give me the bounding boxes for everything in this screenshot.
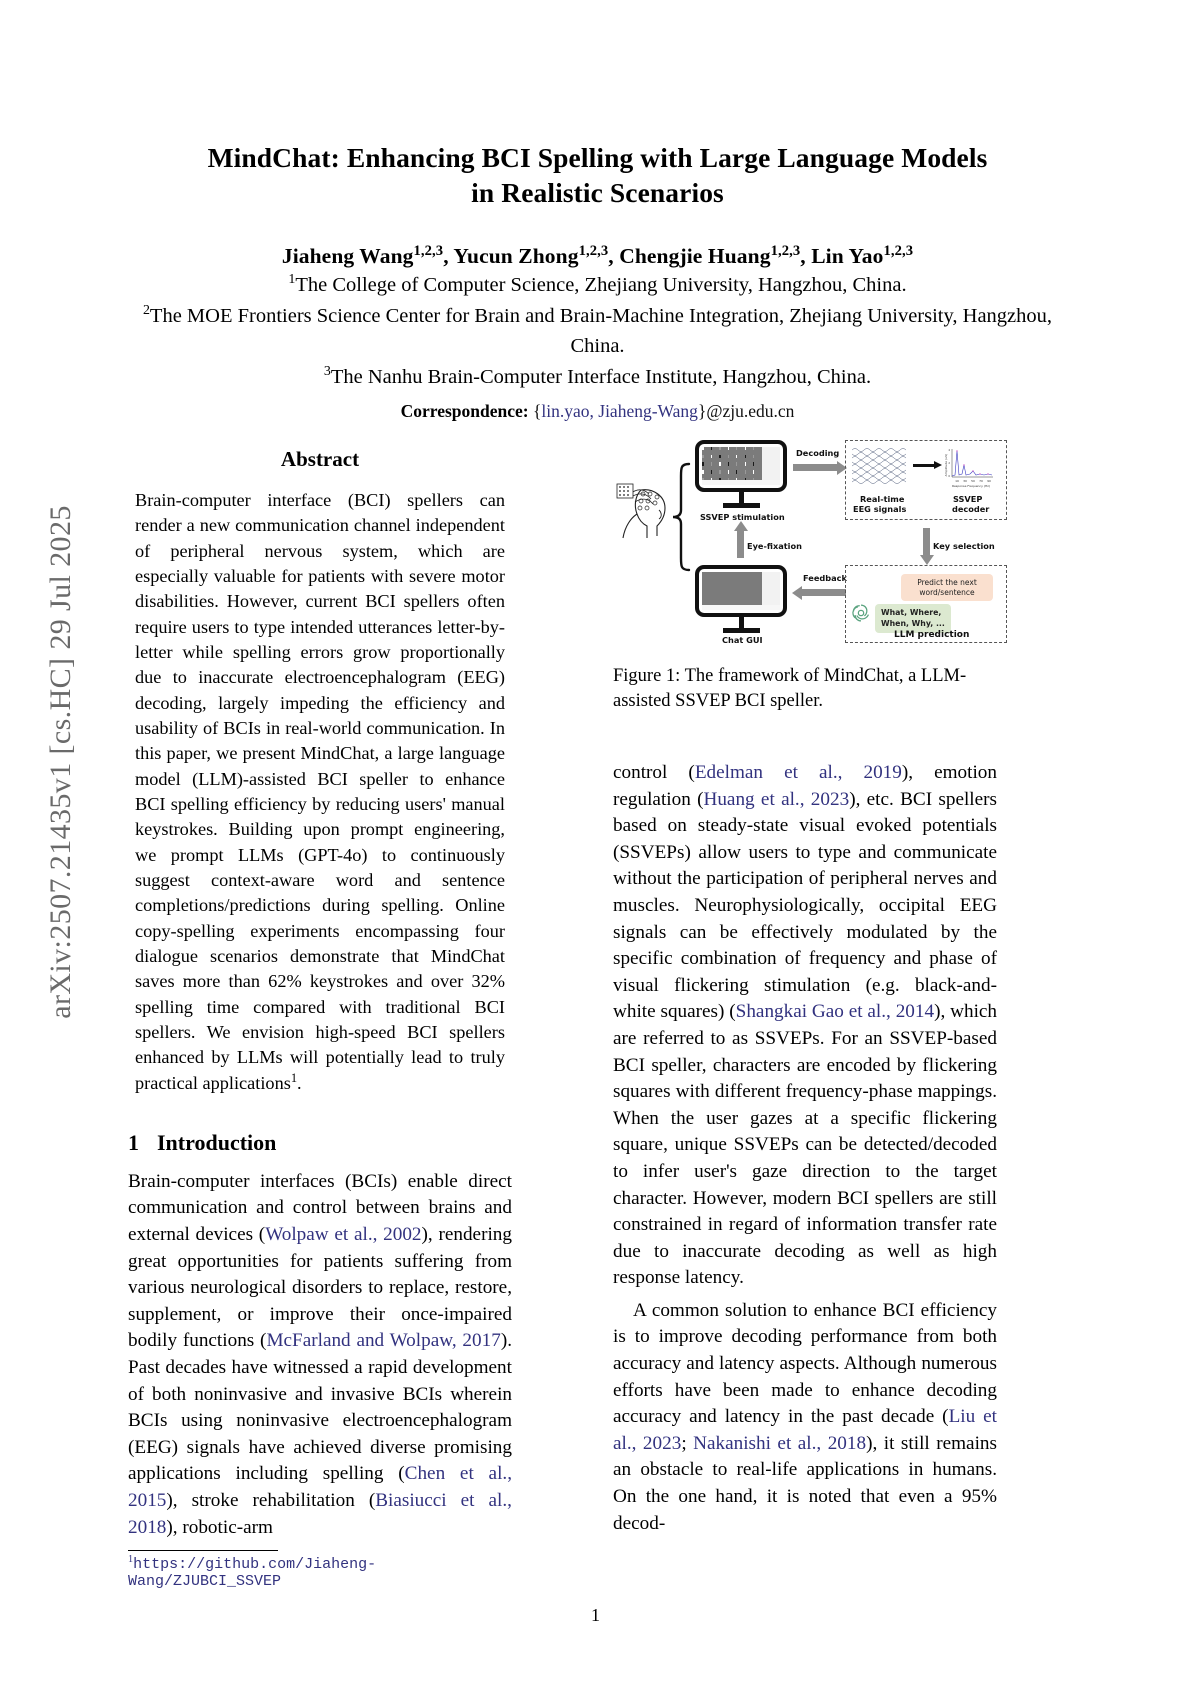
brace-close-domain: }@zju.edu.cn [697,400,795,421]
ssvep-spectrum-plot [943,445,997,489]
paper-title-line-1: MindChat: Enhancing BCI Spelling with Large Language Models [207,142,988,173]
author-affil-marker: 1,2,3 [883,243,914,260]
bubble-orange-line1: Predict the next [917,578,977,587]
author-list: Jiaheng Wang$^{1,2,3}$, Yucun Zhong$^{1,2,3}$, Chengjie Huang$^{1,2,3}$, Lin Yao$^{1,2,3}$ [281,243,914,269]
citation-link[interactable]: Chen et al., 2015 [128,1463,512,1511]
bubble-orange-line2: word/sentence [919,587,975,597]
openai-logo-icon [851,603,871,623]
svg-text:30: 30 [963,479,967,483]
label-ssvep-stimulation: SSVEP stimulation [700,512,785,522]
eeg-signal-traces [851,446,909,488]
label-llm-prediction: LLM prediction [894,630,970,640]
affiliation-text: The Nanhu Brain-Computer Interface Institute, Hangzhou, China. [330,365,872,388]
bubble-green-line2: When, Why, ... [881,618,945,628]
bubble-green-line1: What, Where, [881,608,942,617]
decoding-arrow [793,464,838,471]
cont-text-2: ), emotion regulation ( [613,762,997,810]
svg-text:50: 50 [971,479,975,483]
author-affil-marker: 1,2,3 [578,243,609,260]
title-block [125,140,1070,422]
cont-text-4: ), which are referred to as SSVEPs. For an SSVEP-based BCI speller, characters are encoded by flickering squares with different frequency-phase mappings. When the user gazes at a specific flickering square, unique SSVEPs can be detected/decoded to infer user's gaze direction to the target character. However, modern BCI spellers are still constrained in regard of information transfer rate due to inaccurate decoding as well as high response latency. [613,1001,998,1289]
cont-text-1: control ( [613,762,695,783]
affiliation-marker: 3 [323,363,331,379]
svg-text:70: 70 [979,479,983,483]
svg-text:4: 4 [948,449,950,452]
footnote-divider [128,1550,278,1551]
monitor-stand-neck [739,617,744,628]
svg-text:0: 0 [948,475,950,478]
eye-fixation-arrow [737,530,744,558]
label-ssvep-decoder-line1: SSVEP [953,494,983,504]
abstract-period: . [297,1072,302,1093]
label-ssvep-decoder-line2: decoder [952,504,990,514]
page-number: 1 [591,1605,600,1625]
intro-paragraph-1 [128,1169,512,1541]
author-name: Lin Yao [811,244,884,269]
intro-text-3: ). Past decades have witnessed a rapid development of both noninvasive and invasive BCIs wherein BCIs using noninvasive electroencephalogram (EEG) signals have achieved diverse promising applications including spelling ( [128,1330,512,1485]
svg-text:2: 2 [948,462,950,465]
intro-paragraph-1-continued [613,760,997,1292]
label-feedback: Feedback [803,573,847,583]
figure-1 [613,402,1013,713]
citation-link[interactable]: Wolpaw et al., 2002 [265,1224,422,1246]
intro-text-5: ), robotic-arm [166,1516,273,1538]
section-number: 1 [128,1129,139,1155]
citation-link[interactable]: Liu et al., 2023 [613,1406,997,1454]
affiliation [125,271,1070,300]
affiliation [125,302,1070,360]
brace-open: { [532,400,542,421]
arxiv-stamp: arXiv:2507.21435v1 [cs.HC] 29 Jul 2025 [44,505,77,1019]
chat-gui-keyboard-grid [702,572,762,607]
figure-1-graphic [613,402,1013,652]
author-name: Jiaheng Wang [281,244,414,269]
llm-suggestion-bubble [875,604,951,633]
affiliation [125,363,1070,392]
ssvep-flicker-grid [702,447,762,482]
paper-title-line-2: in Realistic Scenarios [471,177,724,209]
svg-text:Amplitude (uV): Amplitude (uV) [944,453,948,477]
monitor-bottom-bar [702,605,780,610]
chat-gui-monitor [695,565,787,617]
affiliation-marker: 2 [142,303,150,319]
citation-link[interactable]: Biasiucci et al., 2018 [128,1490,512,1538]
label-eye-fixation: Eye-fixation [747,541,802,551]
p2-text-2: ), it still remains an obstacle to real-life applications in humans. On the one hand, it is noted that even a 95% decod- [613,1432,997,1534]
footnote-url[interactable]: https://github.com/Jiaheng-Wang/ZJUBCI_SSVEP [128,1556,377,1591]
left-column [128,405,512,1590]
brace-icon [671,462,691,572]
abstract-text [128,488,512,1096]
p2-semicolon: ; [681,1432,694,1454]
feedback-arrow [801,589,846,596]
p2-text-1: A common solution to enhance BCI efficiency is to improve decoding performance from both accuracy and latency aspects. Although numerous efforts have been made to enhance decoding accuracy and latency in the past decade ( [613,1299,997,1428]
affiliation-text: The MOE Frontiers Science Center for Brain and Brain-Machine Integration, Zhejiang University, Hangzhou, China. [149,305,1053,357]
label-key-selection: Key selection [933,541,995,551]
abstract-body: Brain-computer interface (BCI) spellers can render a new communication channel independent of peripheral nervous system, which are especially valuable for patients with severe motor disabilities. However, current BCI spellers often require users to type intended utterances letter-by-letter while spelling errors grow proportionally due to inaccurate electroencephalogram (EEG) decoding, largely impeding the efficiency and usability of BCIs in real-world communication. In this paper, we present MindChat, a large language model (LLM)-assisted BCI speller to enhance BCI spelling efficiency by reducing users' manual keystrokes. Building upon prompt engineering, we prompt LLMs (GPT-4o) to continuously suggest context-aware word and sentence completions/predictions during spelling. Online copy-spelling experiments encompassing four dialogue scenarios demonstrate that MindChat saves more than 62% keystrokes and over 32% spelling time compared with traditional BCI spellers. We envision high-speed BCI spellers enhanced by LLMs will potentially lead to truly practical applications [135,490,505,1093]
author-name: Chengjie Huang [619,244,771,269]
intro-text-2: ), rendering great opportunities for patients suffering from various neurological disorders to replace, restore, supplement, or improve their once-impaired bodily functions ( [128,1224,512,1352]
svg-text:90: 90 [987,479,991,483]
section-title: Introduction [157,1129,277,1155]
affiliation-marker: 1 [288,272,296,288]
label-realtime-eeg-line1: Real-time [860,494,905,504]
svg-text:Response Frequency (Hz): Response Frequency (Hz) [952,484,990,488]
affiliation-text: The College of Computer Science, Zhejiang University, Hangzhou, China. [295,274,907,297]
llm-prompt-bubble [901,574,993,601]
citation-link[interactable]: McFarland and Wolpaw, 2017 [266,1330,501,1352]
svg-text:10: 10 [955,479,959,483]
correspondence-email-link[interactable]: lin.yao, Jiaheng-Wang [541,400,698,421]
label-realtime-eeg-line2: EEG signals [853,504,907,514]
page-title [125,140,1070,210]
label-decoding: Decoding [796,448,840,458]
key-selection-arrow [923,528,930,556]
author-name: Yucun Zhong [453,244,579,269]
footnote [128,1556,512,1590]
cont-text-3: ), etc. BCI spellers based on steady-state visual evoked potentials (SSVEPs) allow users to type and communicate without the participation of peripheral nerves and muscles. Neurophysiologically, occipital EEG signals can be effectively modulated by the specific combination of frequency and phase of visual flickering stimulation (e.g. black-and-white squares) ( [613,788,998,1023]
eeg-head-icon [615,480,675,542]
figure-1-caption: Figure 1: The framework of MindChat, a LLM-assisted SSVEP BCI speller. [613,666,967,711]
monitor-stand-base [723,503,760,508]
monitor-bottom-bar [702,480,780,485]
citation-link[interactable]: Huang et al., 2023 [703,788,850,810]
abstract-footnote-marker: 1 [290,1070,298,1085]
citation-link[interactable]: Edelman et al., 2019 [694,762,902,783]
intro-text-1: Brain-computer interfaces (BCIs) enable direct communication and control between brains and external devices ( [128,1170,512,1246]
author-affil-marker: 1,2,3 [770,243,801,260]
ssvep-stimulation-monitor [695,440,787,492]
citation-link[interactable]: Nakanishi et al., 2018 [693,1432,867,1454]
footnote-marker: 1 [128,1554,134,1566]
intro-paragraph-2 [613,1298,997,1537]
label-chat-gui: Chat GUI [722,635,763,645]
section-heading-introduction [128,1130,512,1156]
abstract-heading: Abstract [280,447,360,471]
right-column [613,760,997,1537]
monitor-stand-neck [739,492,744,503]
citation-link[interactable]: Shangkai Gao et al., 2014 [735,1001,935,1023]
eeg-to-decoder-arrow [913,464,935,467]
author-affil-marker: 1,2,3 [413,243,444,260]
monitor-stand-base [723,628,760,633]
intro-text-4: ), stroke rehabilitation ( [166,1490,376,1511]
correspondence-label: Correspondence: [400,400,529,421]
